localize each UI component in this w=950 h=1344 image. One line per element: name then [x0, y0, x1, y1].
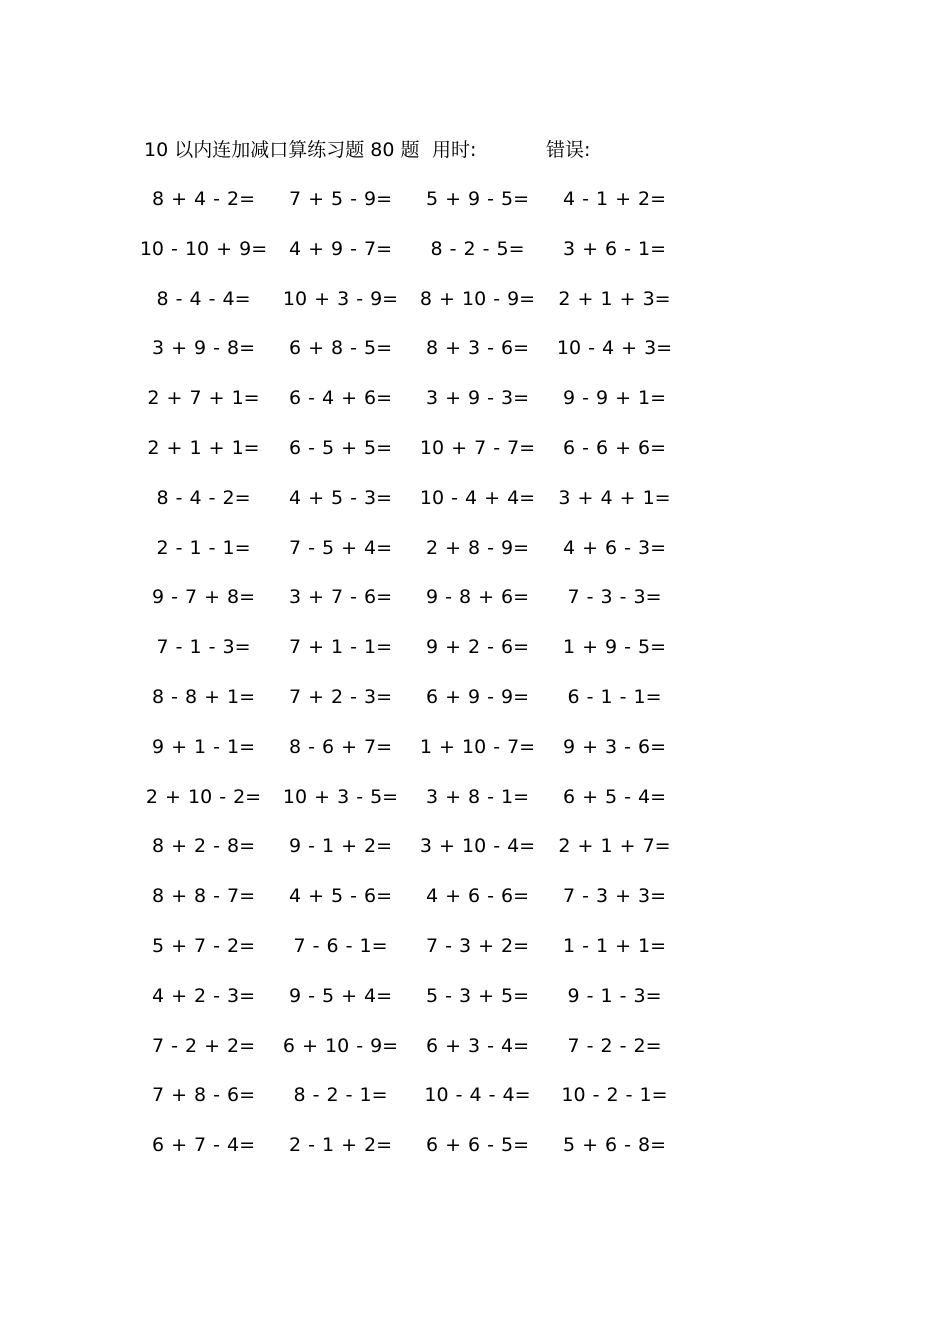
math-problem: 3 + 6 - 1= [562, 237, 667, 260]
math-problem: 10 - 4 + 3= [556, 337, 673, 360]
math-problem: 1 + 10 - 7= [419, 735, 536, 758]
math-problem: 8 + 8 - 7= [151, 885, 256, 908]
math-problem: 8 + 10 - 9= [419, 287, 536, 310]
math-problem: 6 + 3 - 4= [425, 1034, 530, 1057]
math-problem: 4 + 5 - 3= [288, 486, 393, 509]
math-problem: 2 + 1 + 1= [147, 437, 260, 459]
math-problem: 8 - 2 - 1= [293, 1084, 388, 1107]
math-problem: 10 + 7 - 7= [419, 437, 536, 459]
problem-row [0, 185, 950, 213]
math-problem: 3 + 9 - 3= [425, 387, 530, 410]
math-problem: 8 - 4 - 4= [156, 287, 251, 310]
math-problem: 8 + 4 - 2= [151, 188, 256, 210]
problem-row [0, 1081, 950, 1109]
problem-row [0, 583, 950, 611]
math-problem: 10 - 4 + 4= [419, 486, 536, 509]
math-problem: 6 + 8 - 5= [288, 337, 393, 360]
problem-row [0, 384, 950, 412]
problem-row [0, 1131, 950, 1159]
math-problem: 2 - 1 + 2= [288, 1134, 393, 1157]
math-problem: 1 - 1 + 1= [562, 935, 667, 957]
math-problem: 10 - 4 - 4= [424, 1084, 531, 1107]
math-problem: 4 + 2 - 3= [151, 984, 256, 1007]
math-problem: 8 + 2 - 8= [151, 835, 256, 858]
math-problem: 6 - 4 + 6= [288, 387, 393, 410]
math-problem: 9 - 8 + 6= [425, 586, 530, 609]
math-problem: 8 - 8 + 1= [151, 686, 256, 708]
math-problem: 3 + 4 + 1= [558, 486, 671, 509]
math-problem: 7 - 2 + 2= [151, 1034, 256, 1057]
math-problem: 3 + 7 - 6= [288, 586, 393, 609]
math-problem: 5 + 6 - 8= [562, 1134, 667, 1157]
math-problem: 7 - 6 - 1= [293, 935, 388, 957]
math-problem: 9 + 1 - 1= [151, 735, 256, 758]
problem-row [0, 484, 950, 512]
problem-row [0, 733, 950, 761]
math-problem: 9 - 9 + 1= [562, 387, 667, 410]
math-problem: 5 + 9 - 5= [425, 188, 530, 210]
problem-row [0, 334, 950, 362]
math-problem: 7 - 5 + 4= [288, 536, 393, 559]
time-spent-label: 用时: [432, 139, 477, 161]
math-problem: 6 - 5 + 5= [288, 437, 393, 459]
problem-row [0, 683, 950, 711]
math-problem: 10 + 3 - 5= [282, 785, 399, 808]
math-problem: 5 + 7 - 2= [151, 935, 256, 957]
math-problem: 2 + 1 + 3= [558, 287, 671, 310]
problem-row [0, 534, 950, 562]
problem-row [0, 1032, 950, 1060]
math-problem: 8 - 2 - 5= [430, 237, 525, 260]
math-problem: 7 - 2 - 2= [567, 1034, 662, 1057]
math-problem: 10 - 2 - 1= [561, 1084, 668, 1107]
math-problem: 2 + 10 - 2= [145, 785, 262, 808]
math-problem: 3 + 10 - 4= [419, 835, 536, 858]
math-problem: 9 - 7 + 8= [151, 586, 256, 609]
math-problem: 6 + 7 - 4= [151, 1134, 256, 1157]
math-problem: 1 + 9 - 5= [562, 636, 667, 659]
math-problem: 8 - 6 + 7= [288, 735, 393, 758]
math-problem: 6 + 5 - 4= [562, 785, 667, 808]
problem-row [0, 832, 950, 860]
math-problem: 7 + 5 - 9= [288, 188, 393, 210]
math-problem: 3 + 8 - 1= [425, 785, 530, 808]
math-problem: 9 - 1 + 2= [288, 835, 393, 858]
worksheet-title: 10 以内连加减口算练习题 80 题 [144, 139, 420, 161]
problem-row [0, 235, 950, 263]
problem-row [0, 285, 950, 313]
math-problem: 4 + 6 - 3= [562, 536, 667, 559]
math-problem: 9 + 2 - 6= [425, 636, 530, 659]
error-count-label: 错误: [546, 139, 591, 161]
problem-row [0, 434, 950, 462]
problem-row [0, 882, 950, 910]
math-problem: 7 + 8 - 6= [151, 1084, 256, 1107]
math-problem: 9 - 5 + 4= [288, 984, 393, 1007]
math-problem: 2 - 1 - 1= [156, 536, 251, 559]
math-problem: 2 + 1 + 7= [558, 835, 671, 858]
problem-row [0, 783, 950, 811]
math-problem: 2 + 7 + 1= [147, 387, 260, 410]
math-problem: 7 - 3 + 2= [425, 935, 530, 957]
math-problem: 4 + 9 - 7= [288, 237, 393, 260]
math-problem: 6 + 9 - 9= [425, 686, 530, 708]
math-problem: 6 + 10 - 9= [282, 1034, 399, 1057]
math-problem: 2 + 8 - 9= [425, 536, 530, 559]
math-problem: 7 - 3 - 3= [567, 586, 662, 609]
math-problem: 7 - 3 + 3= [562, 885, 667, 908]
math-problem: 9 - 1 - 3= [567, 984, 662, 1007]
math-problem: 4 + 6 - 6= [425, 885, 530, 908]
math-problem: 7 - 1 - 3= [156, 636, 251, 659]
math-problem: 6 - 1 - 1= [567, 686, 662, 708]
math-problem: 7 + 2 - 3= [288, 686, 393, 708]
math-problem: 8 + 3 - 6= [425, 337, 530, 360]
math-problem: 10 + 3 - 9= [282, 287, 399, 310]
math-problem: 3 + 9 - 8= [151, 337, 256, 360]
problem-row [0, 633, 950, 661]
math-problem: 10 - 10 + 9= [139, 237, 268, 260]
problem-row [0, 982, 950, 1010]
math-problem: 4 + 5 - 6= [288, 885, 393, 908]
math-problem: 5 - 3 + 5= [425, 984, 530, 1007]
math-problem: 8 - 4 - 2= [156, 486, 251, 509]
math-problem: 7 + 1 - 1= [288, 636, 393, 659]
math-problem: 9 + 3 - 6= [562, 735, 667, 758]
math-problem: 6 + 6 - 5= [425, 1134, 530, 1157]
problem-row [0, 932, 950, 960]
math-problem: 6 - 6 + 6= [562, 437, 667, 459]
math-problem: 4 - 1 + 2= [562, 188, 667, 210]
